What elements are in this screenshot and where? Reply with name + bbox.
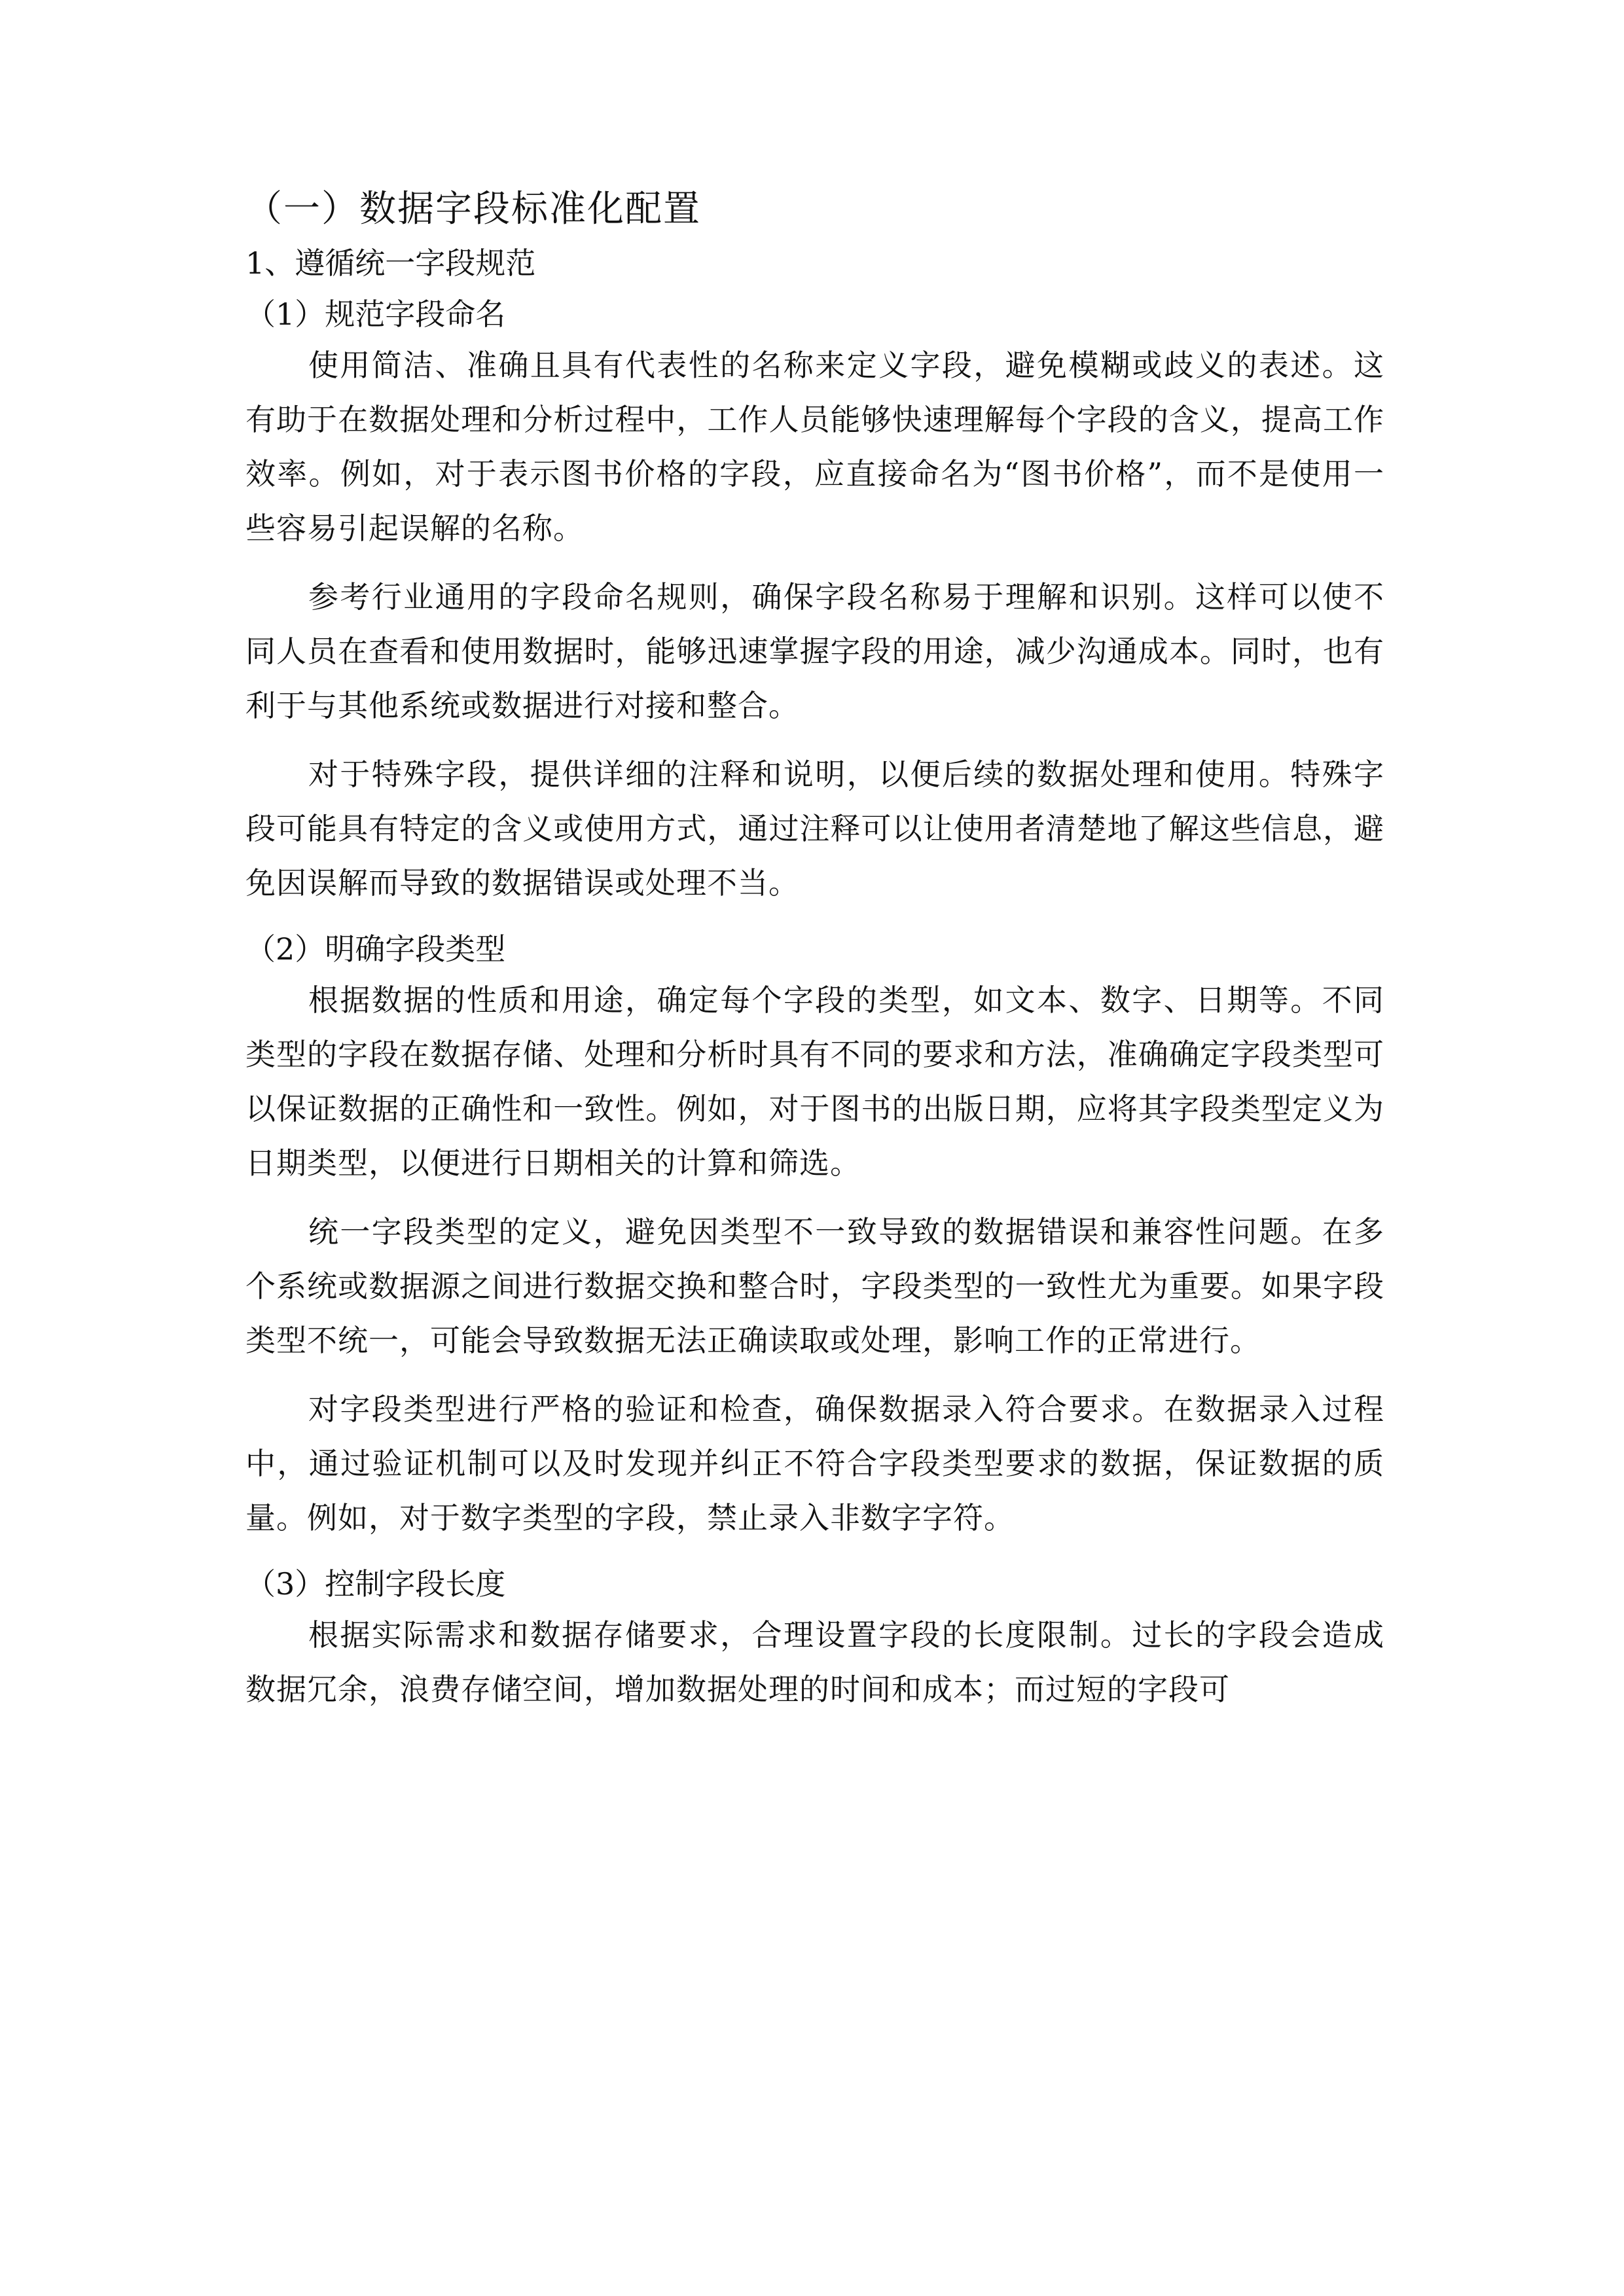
paragraph: 根据实际需求和数据存储要求，合理设置字段的长度限制。过长的字段会造成数据冗余，浪费存储空间，增加数据处理的时间和成本；而过短的字段可 — [245, 1617, 1384, 1707]
paragraph: 对字段类型进行严格的验证和检查，确保数据录入符合要求。在数据录入过程中，通过验证机制可以及时发现并纠正不符合字段类型要求的数据，保证数据的质量。例如，对于数字类型的字段，禁止录入非数字字符。 — [245, 1391, 1384, 1535]
section-title: （一）数据字段标准化配置 — [245, 188, 701, 230]
item-title-type: （2）明确字段类型 — [245, 931, 506, 967]
document-body — [245, 187, 1384, 1717]
paragraph: 统一字段类型的定义，避免因类型不一致导致的数据错误和兼容性问题。在多个系统或数据源之间进行数据交换和整合时，字段类型的一致性尤为重要。如果字段类型不统一，可能会导致数据无法正确读取或处理，影响工作的正常进行。 — [245, 1214, 1384, 1358]
paragraph: 对于特殊字段，提供详细的注释和说明，以便后续的数据处理和使用。特殊字段可能具有特定的含义或使用方式，通过注释可以让使用者清楚地了解这些信息，避免因误解而导致的数据错误或处理不当。 — [245, 757, 1384, 901]
paragraph: 使用简洁、准确且具有代表性的名称来定义字段，避免模糊或歧义的表述。这有助于在数据处理和分析过程中，工作人员能够快速理解每个字段的含义，提高工作效率。例如，对于表示图书价格的字段，应直接命名为“图书价格”，而不是使用一些容易引起误解的名称。 — [245, 348, 1384, 546]
paragraph: 根据数据的性质和用途，确定每个字段的类型，如文本、数字、日期等。不同类型的字段在数据存储、处理和分析时具有不同的要求和方法，准确确定字段类型可以保证数据的正确性和一致性。例如，对于图书的出版日期，应将其字段类型定义为日期类型，以便进行日期相关的计算和筛选。 — [245, 982, 1384, 1181]
paragraph: 参考行业通用的字段命名规则，确保字段名称易于理解和识别。这样可以使不同人员在查看和使用数据时，能够迅速掌握字段的用途，减少沟通成本。同时，也有利于与其他系统或数据进行对接和整合。 — [245, 579, 1384, 723]
subsection-title: 1、遵循统一字段规范 — [245, 245, 536, 281]
item-title-naming: （1）规范字段命名 — [245, 296, 506, 332]
item-title-length: （3）控制字段长度 — [245, 1566, 506, 1602]
